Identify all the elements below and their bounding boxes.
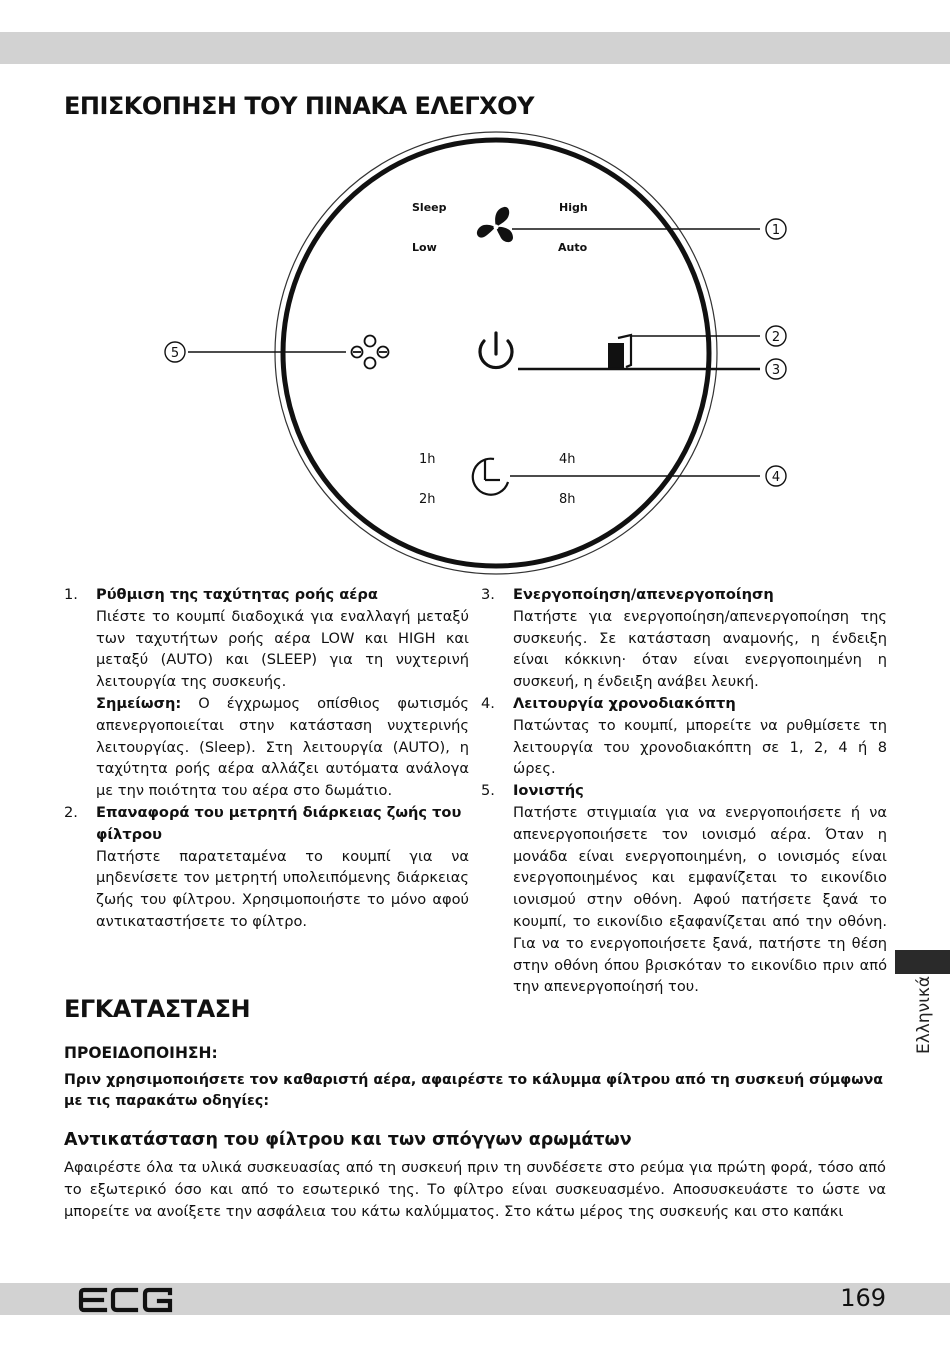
list-item-filter-reset xyxy=(64,802,469,933)
header-bar xyxy=(0,32,950,64)
callout-5 xyxy=(165,342,185,362)
svg-text:2: 2 xyxy=(771,330,781,345)
warning-title: ΠΡΟΕΙΔΟΠΟΙΗΣΗ: xyxy=(64,1044,218,1062)
list-item-number: 3. xyxy=(481,586,495,603)
language-tab-label: Ελληνικά xyxy=(914,975,934,1055)
svg-text:3: 3 xyxy=(771,363,781,378)
instructions-right-column xyxy=(481,584,887,998)
ecg-logo xyxy=(78,1287,174,1313)
list-item-text: Πατώντας το κουμπί, μπορείτε να ρυθμίσετε τη λειτουργία του χρονοδιακόπτη σε 1, 2, 4 ή 8 ώρες. xyxy=(513,716,887,778)
ionizer-icon[interactable] xyxy=(352,336,389,369)
power-icon[interactable] xyxy=(480,333,512,368)
list-item-power xyxy=(481,584,887,693)
callout-3 xyxy=(766,359,786,379)
list-item-text: Πιέστε το κουμπί διαδοχικά για εναλλαγή μεταξύ των ταχυτήτων ροής αέρα LOW και HIGH και μεταξύ (AUTO) και (SLEEP) για τη νυχτερινή λειτουργία της συσκευής. xyxy=(96,607,469,691)
control-panel-diagram xyxy=(150,125,810,585)
callout-4 xyxy=(766,466,786,486)
timer-label-2h: 2h xyxy=(419,492,436,507)
page-number: 169 xyxy=(840,1284,886,1312)
svg-text:5: 5 xyxy=(170,346,180,361)
timer-label-8h: 8h xyxy=(559,492,576,507)
subsection-text: Αφαιρέστε όλα τα υλικά συσκευασίας από τη συσκευή πριν τη συνδέσετε στο ρεύμα για πρώτη φορά, τόσο από το εξωτερικό όσο και από το εσωτερικό της. Το φίλτρο είναι συσκευασμένο. Αποσυσκευάστε το ώστε να μπορείτε να ανοίξετε την ασφάλεια του κάτω καλύμματος. Στο κάτω μέρος της συσκευής και στο καπάκι xyxy=(64,1159,886,1220)
list-item-title: Επαναφορά του μετρητή διάρκειας ζωής του φίλτρου xyxy=(96,803,462,843)
list-item-number: 1. xyxy=(64,586,78,603)
note-label: Σημείωση: xyxy=(96,694,182,712)
list-item-airflow xyxy=(64,584,469,802)
section-title-overview: ΕΠΙΣΚΟΠΗΣΗ ΤΟΥ ΠΙΝΑΚΑ ΕΛΕΓΧΟΥ xyxy=(64,92,534,120)
list-item-title: Ρύθμιση της ταχύτητας ροής αέρα xyxy=(96,586,378,603)
list-item-number: 5. xyxy=(481,782,495,800)
list-item-note xyxy=(96,693,469,802)
svg-text:1: 1 xyxy=(771,223,781,238)
svg-text:4: 4 xyxy=(771,470,781,485)
fan-icon[interactable] xyxy=(477,207,513,242)
timer-label-4h: 4h xyxy=(559,452,576,467)
list-item-title: Ιονιστής xyxy=(513,782,584,800)
list-item-number: 2. xyxy=(64,803,78,821)
list-item-text: Πατήστε παρατεταμένα το κουμπί για να μηδενίσετε τον μετρητή υπολειπόμενης διάρκειας ζωής του φίλτρου. Χρησιμοποιήστε το μόνο αφού αντικαταστήσετε το φίλτρο. xyxy=(96,847,469,930)
filter-icon[interactable] xyxy=(608,335,631,368)
fan-label-auto: Auto xyxy=(558,241,588,254)
fan-label-low: Low xyxy=(412,241,437,254)
list-item-title: Ενεργοποίηση/απενεργοποίηση xyxy=(513,586,774,603)
list-item-title: Λειτουργία χρονοδιακόπτη xyxy=(513,694,736,712)
fan-label-high: High xyxy=(559,201,588,214)
list-item-text: Πατήστε για ενεργοποίηση/απενεργοποίηση της συσκευής. Σε κατάσταση αναμονής, η ένδειξη είναι κόκκινη· όταν είναι ενεργοποιημένη η συσκευή, η ένδειξη ανάβει λευκή. xyxy=(513,607,887,691)
list-item-number: 4. xyxy=(481,694,495,712)
timer-label-1h: 1h xyxy=(419,452,436,467)
instructions-left-column xyxy=(64,584,469,933)
fan-label-sleep: Sleep xyxy=(412,201,447,214)
subsection-title: Αντικατάσταση του φίλτρου και των σπόγγων αρωμάτων xyxy=(64,1130,632,1150)
list-item-timer xyxy=(481,693,887,780)
list-item-ionizer xyxy=(481,780,887,998)
callout-2 xyxy=(766,326,786,346)
list-item-text: Πατήστε στιγμιαία για να ενεργοποιήσετε ή να απενεργοποιήσετε τον ιονισμό αέρα. Όταν η μονάδα είναι ενεργοποιημένη, ο ιονισμός είναι ενεργοποιημένος και εμφανίζεται το εικονίδιο ιονισμού στην οθόνη. Αφού πατήσετε ξανά το κουμπί, το εικονίδιο εξαφανίζεται από την οθόνη. Για να το ενεργοποιήσετε ξανά, πατήστε τη θέση στην οθόνη όπου βρισκόταν το εικονίδιο πριν από την απενεργοποίησή του. xyxy=(513,803,887,996)
timer-icon[interactable] xyxy=(473,459,508,495)
warning-text: Πριν χρησιμοποιήσετε τον καθαριστή αέρα, αφαιρέστε το κάλυμμα φίλτρου από τη συσκευή σύμφωνα με τις παρακάτω οδηγίες: xyxy=(64,1072,884,1109)
section-title-installation: ΕΓΚΑΤΑΣΤΑΣΗ xyxy=(64,995,251,1023)
language-tab-marker xyxy=(895,950,950,974)
note-text: Ο έγχρωμος οπίσθιος φωτισμός απενεργοποιείται στην κατάσταση νυχτερινής λειτουργίας. (Sleep). Στη λειτουργία (AUTO), η ταχύτητα ροής αέρα αλλάζει αυτόματα ανάλογα με την ποιότητα του αέρα στο δωμάτιο. xyxy=(96,694,469,800)
callout-1 xyxy=(766,219,786,239)
